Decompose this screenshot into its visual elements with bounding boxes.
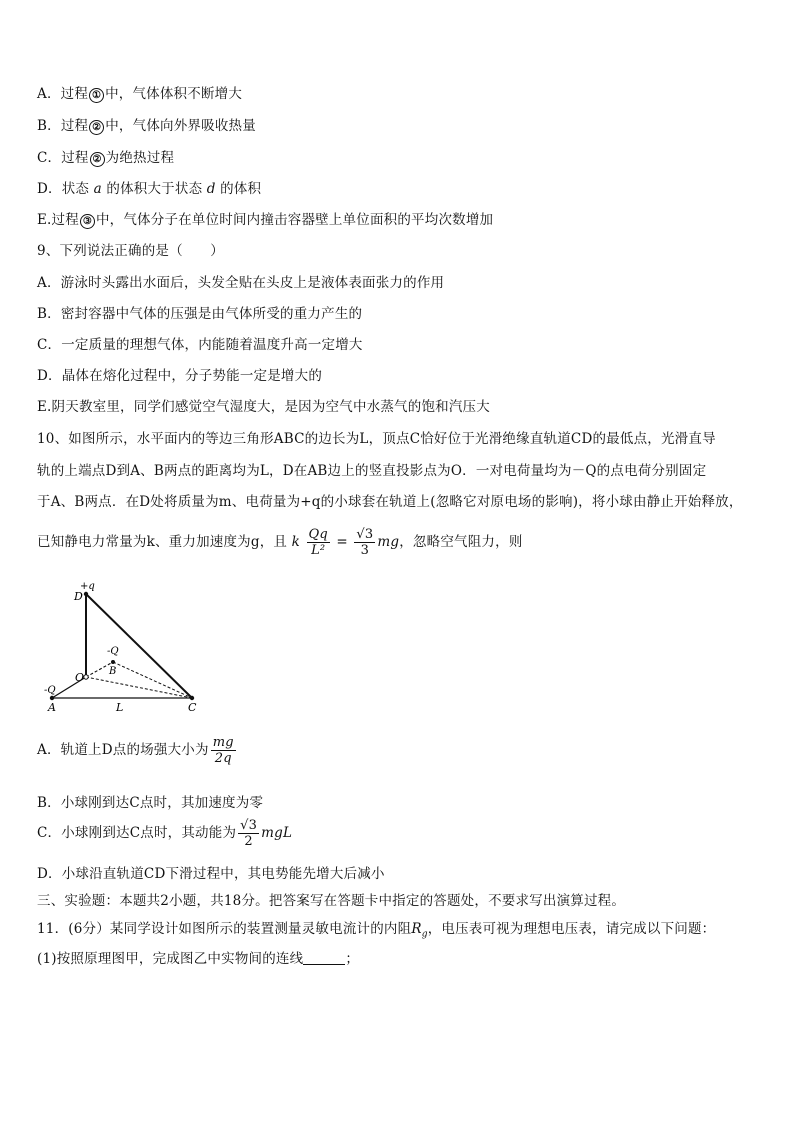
label-d: D bbox=[74, 590, 83, 603]
point-c bbox=[190, 696, 194, 700]
line-oc bbox=[86, 677, 192, 698]
mg-term: mg bbox=[377, 534, 400, 550]
resistance-r: R bbox=[411, 921, 422, 937]
point-o bbox=[84, 675, 88, 679]
q9-option-a: A．游泳时头露出水面后，头发全贴在头皮上是液体表面张力的作用 bbox=[37, 275, 445, 291]
process-mark: ① bbox=[89, 88, 104, 103]
q10-c-pre: C．小球刚到达C点时，其动能为 bbox=[37, 825, 237, 841]
q8-option-d bbox=[37, 177, 261, 197]
q9-stem: 9、下列说法正确的是（ ） bbox=[37, 243, 224, 259]
q8-option-a bbox=[37, 82, 242, 103]
state-d: d bbox=[206, 181, 216, 197]
point-a bbox=[50, 696, 54, 700]
label-l: L bbox=[116, 701, 124, 714]
fraction-numerator: Qq bbox=[308, 527, 328, 542]
label-b: B bbox=[109, 666, 117, 677]
q8-e-pre: E.过程 bbox=[37, 212, 79, 228]
fraction-denominator: 2q bbox=[214, 751, 232, 766]
fraction-numerator: √3 bbox=[356, 527, 374, 542]
q8-a-post: 中，气体体积不断增大 bbox=[105, 86, 243, 102]
q8-c-pre: C．过程 bbox=[37, 150, 89, 166]
q8-b-post: 中，气体向外界吸收热量 bbox=[105, 118, 256, 134]
fraction-sqrt3-over-3 bbox=[354, 527, 375, 558]
q10-option-a bbox=[37, 735, 238, 766]
label-minus-q-a: -Q bbox=[44, 685, 56, 696]
point-d bbox=[84, 592, 88, 596]
q10-option-d: D．小球沿直轨道CD下滑过程中，其电势能先增大后减小 bbox=[37, 866, 385, 882]
q9-option-d: D．晶体在熔化过程中，分子势能一定是增大的 bbox=[37, 368, 323, 384]
fraction-denominator: L² bbox=[311, 543, 326, 558]
q11-part1 bbox=[37, 947, 359, 967]
label-minus-q-b: -Q bbox=[107, 646, 119, 657]
fraction-denominator: 3 bbox=[360, 543, 370, 558]
q8-d-post: 的体积 bbox=[215, 181, 262, 197]
mgl-term: mgL bbox=[261, 825, 293, 841]
q10-option-c bbox=[37, 818, 292, 849]
label-c: C bbox=[188, 701, 197, 714]
resistance-subscript: g bbox=[421, 929, 428, 940]
q10-option-b: B．小球刚到达C点时，其加速度为零 bbox=[37, 795, 264, 811]
process-mark: ② bbox=[90, 152, 105, 167]
fraction-mg-over-2q bbox=[211, 735, 236, 766]
fraction-numerator: √3 bbox=[240, 818, 258, 833]
process-mark: ② bbox=[89, 120, 104, 135]
q11-part1-text: (1)按照原理图甲，完成图乙中实物间的连线 bbox=[37, 951, 304, 967]
q9-option-e: E.阴天教室里，同学们感觉空气湿度大，是因为空气中水蒸气的饱和汽压大 bbox=[37, 399, 490, 415]
q11-stem bbox=[37, 917, 715, 940]
line-bc bbox=[113, 662, 192, 698]
q10-stem-line4 bbox=[37, 527, 523, 558]
q10-stem-line3: 于A、B两点．在D处将质量为m、电荷量为+q的小球套在轨道上(忽略它对原电场的影响)，将小球由静止开始释放， bbox=[37, 494, 743, 510]
process-mark: ③ bbox=[80, 214, 95, 229]
label-plus-q: +q bbox=[80, 581, 95, 592]
q8-option-e bbox=[37, 208, 493, 229]
q8-a-pre: A．过程 bbox=[37, 86, 89, 102]
equals-sign: = bbox=[331, 534, 353, 550]
answer-blank[interactable] bbox=[303, 952, 345, 965]
const-k: k bbox=[291, 534, 301, 550]
q10-line4-post: ，忽略空气阻力，则 bbox=[399, 534, 523, 550]
q11-stem-pre: 11．(6分）某同学设计如图所示的装置测量灵敏电流计的内阻 bbox=[37, 921, 412, 937]
q8-option-c bbox=[37, 146, 174, 167]
q9-option-c: C．一定质量的理想气体，内能随着温度升高一定增大 bbox=[37, 337, 363, 353]
q8-b-pre: B．过程 bbox=[37, 118, 89, 134]
triangle-track-figure bbox=[40, 578, 210, 718]
q10-a-pre: A．轨道上D点的场强大小为 bbox=[37, 742, 209, 758]
fraction-sqrt3-over-2 bbox=[238, 818, 259, 849]
section-heading: 三、实验题：本题共2小题，共18分。把答案写在答题卡中指定的答题处，不要求写出演算过程。 bbox=[37, 893, 626, 909]
q8-option-b bbox=[37, 114, 256, 135]
label-a: A bbox=[48, 701, 56, 714]
label-o: O bbox=[75, 671, 85, 684]
fraction-denominator: 2 bbox=[244, 834, 253, 849]
q8-d-pre: D．状态 bbox=[37, 181, 94, 197]
q11-part1-end: ； bbox=[345, 951, 360, 967]
q9-option-b: B．密封容器中气体的压强是由气体所受的重力产生的 bbox=[37, 306, 363, 322]
fraction-numerator: mg bbox=[212, 735, 234, 750]
state-a: a bbox=[93, 181, 102, 197]
q10-line4-pre: 已知静电力常量为k、重力加速度为g，且 bbox=[37, 534, 288, 550]
q10-stem-line2: 轨的上端点D到A、B两点的距离均为L，D在AB边上的竖直投影点为O．一对电荷量均为－Q的点电荷分别固定 bbox=[37, 463, 707, 479]
track-dc bbox=[86, 594, 192, 698]
point-b bbox=[111, 660, 115, 664]
q8-e-post: 中，气体分子在单位时间内撞击容器壁上单位面积的平均次数增加 bbox=[95, 212, 494, 228]
q8-d-mid: 的体积大于状态 bbox=[101, 181, 207, 197]
q8-c-post: 为绝热过程 bbox=[105, 150, 175, 166]
q11-stem-post: ，电压表可视为理想电压表，请完成以下问题： bbox=[427, 921, 716, 937]
fraction-qq-over-l2 bbox=[307, 527, 330, 558]
q10-stem-line1: 10、如图所示，水平面内的等边三角形ABC的边长为L，顶点C恰好位于光滑绝缘直轨道CD的最低点，光滑直导 bbox=[37, 431, 716, 447]
